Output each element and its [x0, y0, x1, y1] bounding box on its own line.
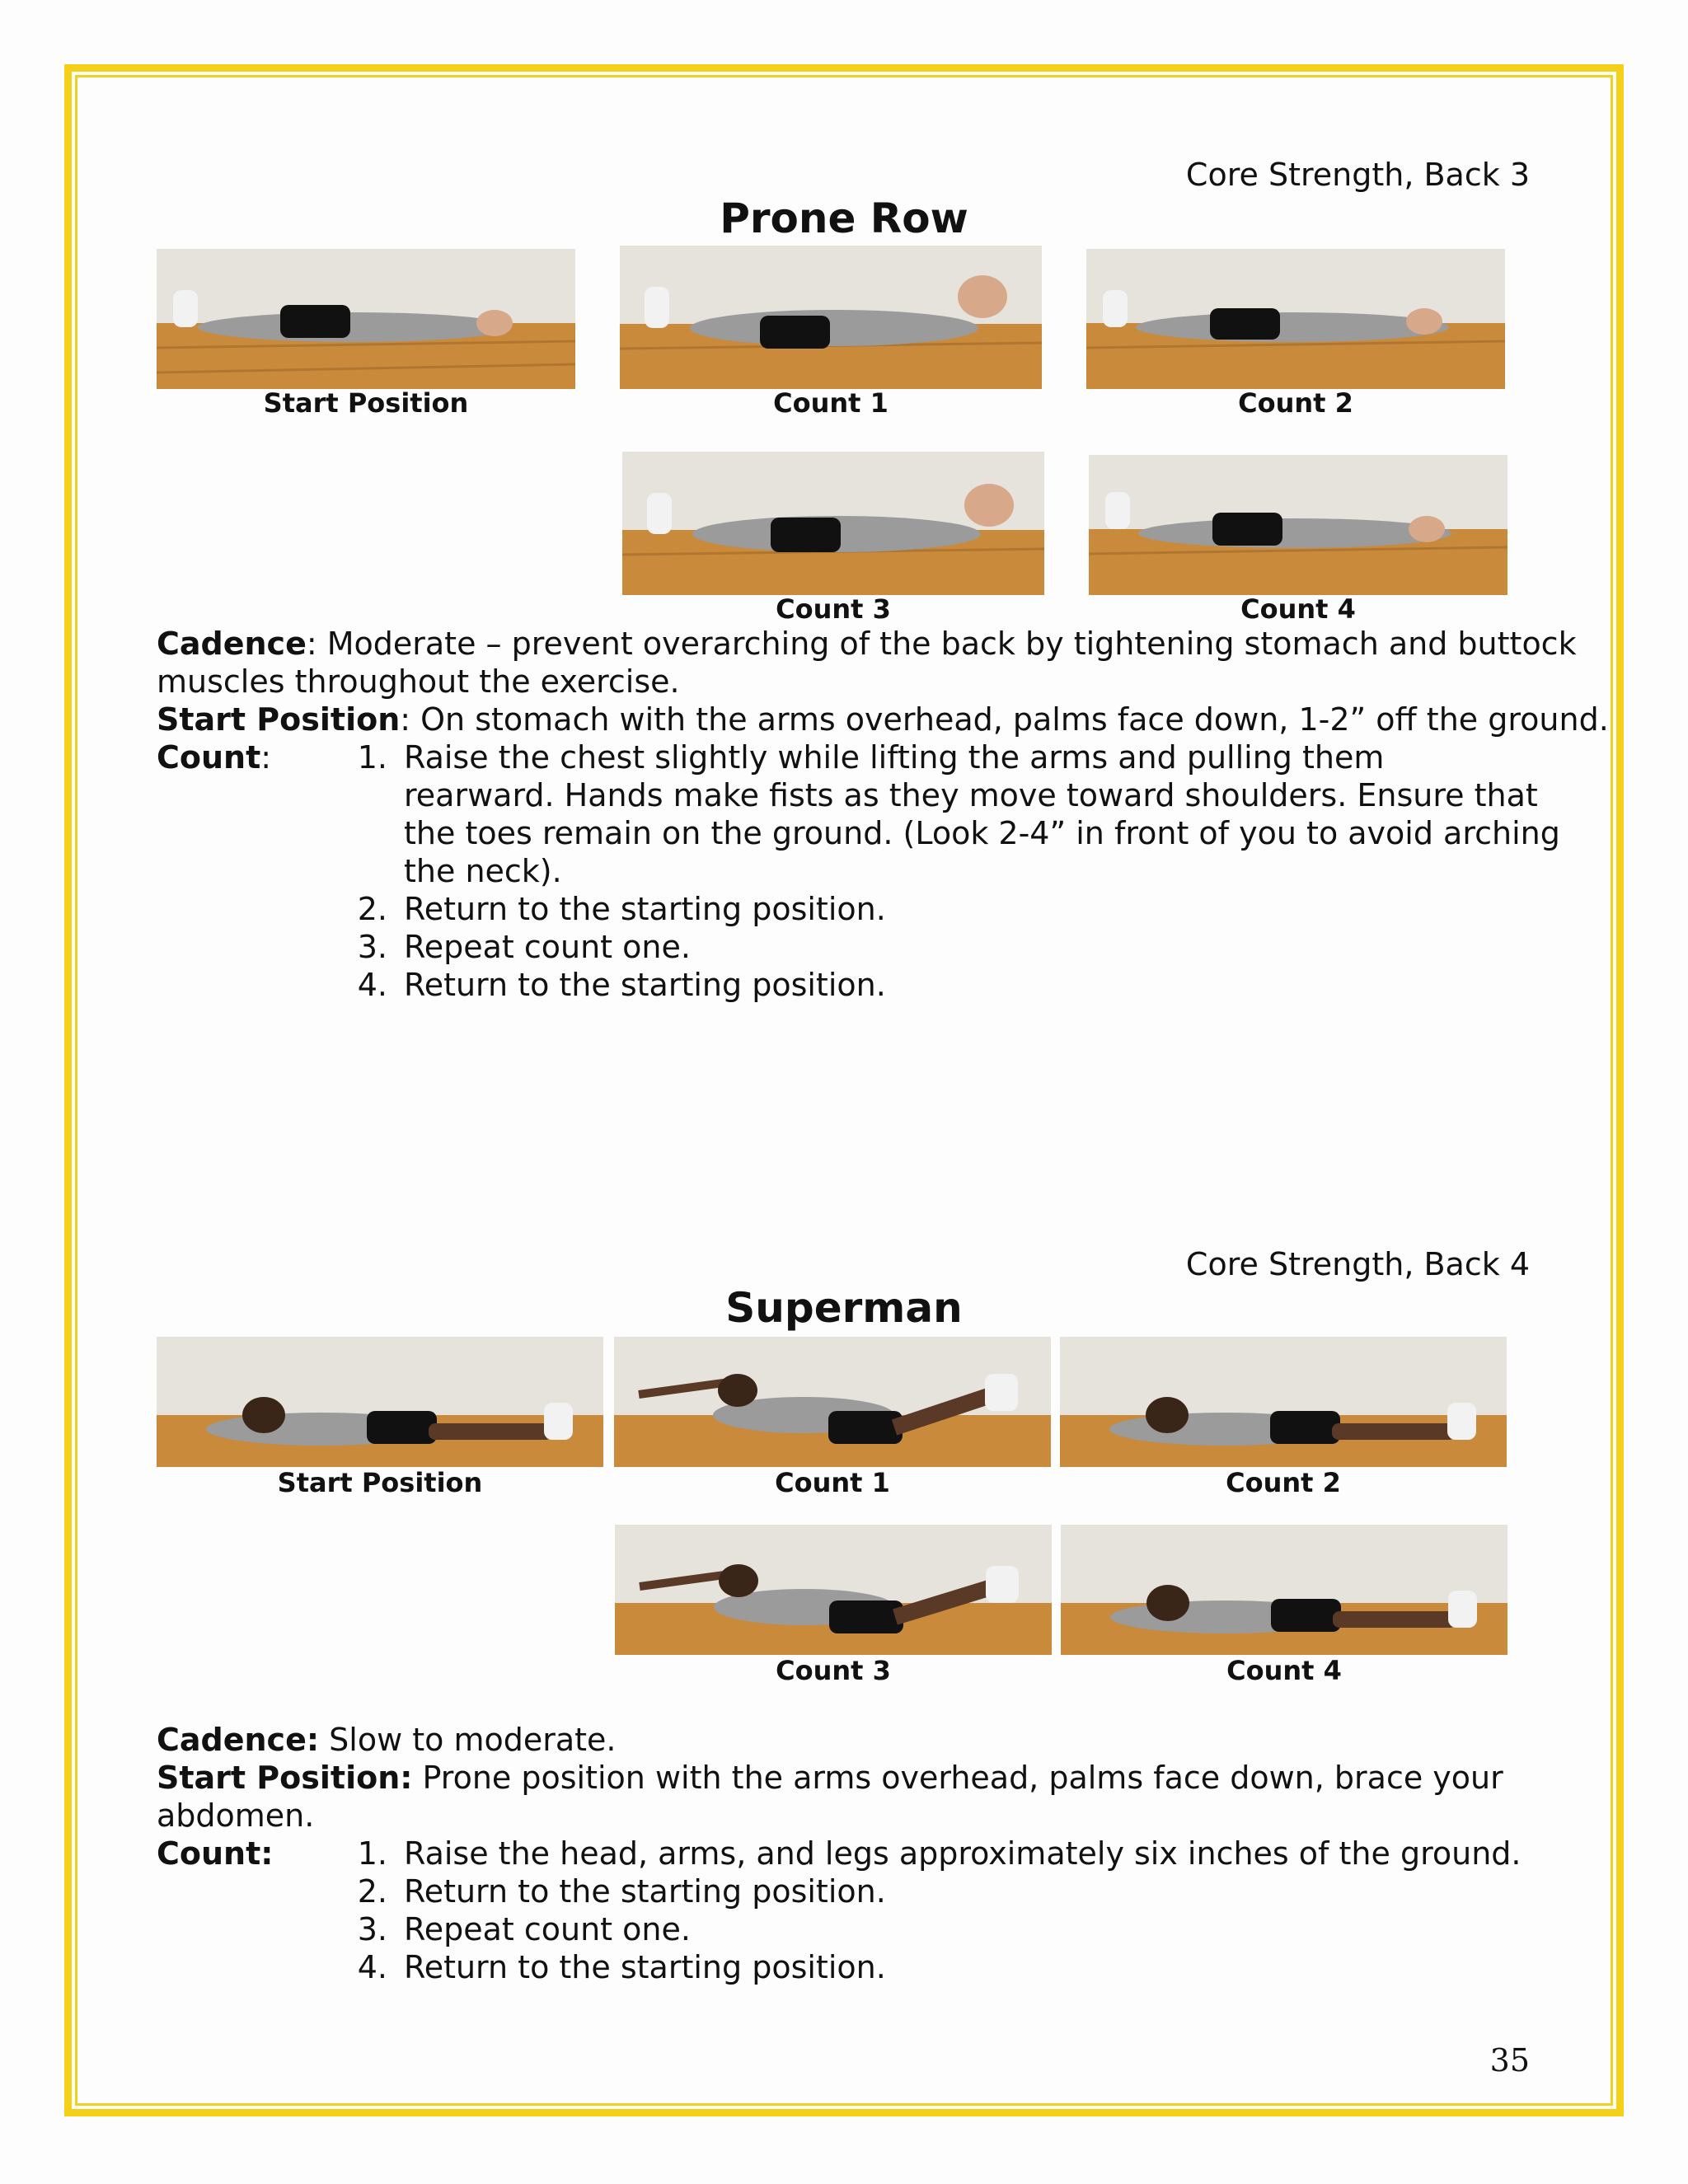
count-label-line — [157, 738, 271, 776]
step-number: 3. — [357, 1911, 387, 1947]
cadence-line — [157, 1721, 617, 1759]
step-text-line: Raise the chest slightly while lifting the arms and pulling them — [404, 739, 1385, 776]
step-text-line: Return to the starting position. — [404, 967, 886, 1003]
start-position-label: Start Position: — [157, 1760, 413, 1796]
step-text-line: Raise the head, arms, and legs approximately six inches of the ground. — [404, 1835, 1522, 1872]
step-text-line: Return to the starting position. — [404, 1873, 886, 1910]
start-position-line-2: abdomen. — [157, 1797, 315, 1834]
start-position-text: : On stomach with the arms overhead, palms face down, 1-2” off the ground. — [400, 701, 1609, 738]
caption-count-2: Count 2 — [1226, 1467, 1341, 1498]
caption-count-4: Count 4 — [1226, 1655, 1342, 1686]
caption-count-3: Count 3 — [776, 593, 891, 625]
step-number: 2. — [357, 1873, 387, 1910]
caption-count-1: Count 1 — [773, 387, 889, 419]
prone-row-count1-photo — [620, 246, 1042, 389]
cadence-text: : Moderate – prevent overarching of the back by tightening stomach and buttock — [306, 626, 1577, 662]
caption-count-4: Count 4 — [1240, 593, 1356, 625]
start-position-line — [157, 701, 1609, 738]
superman-start-photo — [157, 1337, 603, 1467]
superman-count2-photo — [1060, 1337, 1507, 1467]
superman-count1-photo — [614, 1337, 1051, 1467]
caption-count-1: Count 1 — [775, 1467, 890, 1498]
caption-start-position: Start Position — [263, 387, 469, 419]
cadence-text: Slow to moderate. — [319, 1722, 617, 1758]
prone-row-count4-photo — [1089, 455, 1507, 595]
caption-start-position: Start Position — [277, 1467, 483, 1498]
cadence-line-1 — [157, 625, 1577, 663]
step-number: 1. — [357, 739, 387, 776]
cadence-line-2: muscles throughout the exercise. — [157, 663, 680, 700]
prone-row-count3-photo — [622, 452, 1044, 595]
count-label-line — [157, 1835, 273, 1872]
cadence-label: Cadence: — [157, 1722, 320, 1758]
section-header-back-4: Core Strength, Back 4 — [1185, 1246, 1530, 1282]
caption-count-3: Count 3 — [776, 1655, 891, 1686]
step-number: 1. — [357, 1835, 387, 1872]
step-text-line: Repeat count one. — [404, 1911, 691, 1947]
count-label: Count: — [157, 1835, 274, 1872]
step-number: 4. — [357, 967, 387, 1003]
start-position-text: Prone position with the arms overhead, palms face down, brace your — [412, 1760, 1503, 1796]
count-colon: : — [260, 739, 272, 776]
step-number: 2. — [357, 891, 387, 927]
count-label: Count — [157, 739, 261, 776]
prone-row-start-photo — [157, 249, 575, 389]
exercise-title-prone-row: Prone Row — [720, 194, 968, 242]
step-text-line: the neck). — [404, 853, 562, 889]
step-text-line: Return to the starting position. — [404, 1949, 886, 1985]
superman-count4-photo — [1061, 1525, 1507, 1655]
caption-count-2: Count 2 — [1238, 387, 1353, 419]
superman-count3-photo — [615, 1525, 1052, 1655]
start-position-label: Start Position — [157, 701, 401, 738]
section-header-back-3: Core Strength, Back 3 — [1185, 157, 1530, 193]
prone-row-count2-photo — [1086, 249, 1505, 389]
step-number: 3. — [357, 929, 387, 965]
step-text-line: rearward. Hands make fists as they move toward shoulders. Ensure that — [404, 777, 1538, 813]
cadence-label: Cadence — [157, 626, 307, 662]
step-text-line: Return to the starting position. — [404, 891, 886, 927]
step-text-line: the toes remain on the ground. (Look 2-4” in front of you to avoid arching — [404, 815, 1560, 851]
step-text-line: Repeat count one. — [404, 929, 691, 965]
exercise-title-superman: Superman — [725, 1284, 963, 1332]
start-position-line-1 — [157, 1759, 1503, 1797]
step-number: 4. — [357, 1949, 387, 1985]
page-number: 35 — [1489, 2042, 1530, 2079]
